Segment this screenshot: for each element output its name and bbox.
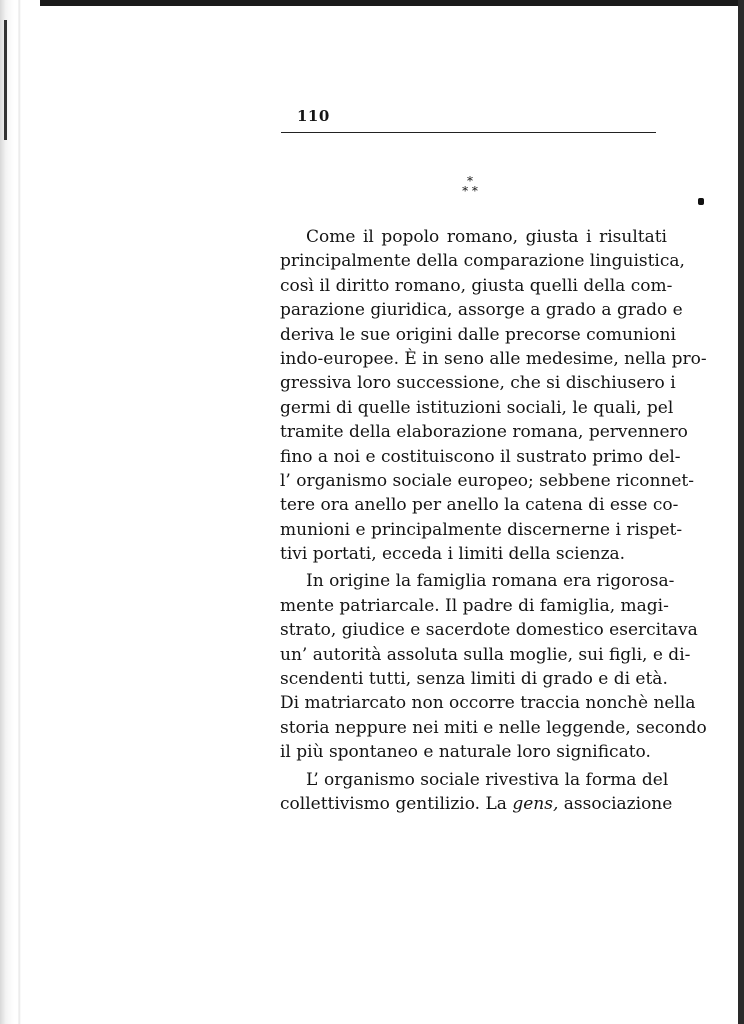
scan-left-margin [0, 0, 40, 1024]
paragraph-1 [280, 225, 707, 566]
scan-top-border [0, 0, 744, 6]
text-line: Di matriarcato non occorre traccia nonchè nella [280, 693, 696, 714]
binding-edge [4, 20, 7, 140]
text-line: scendenti tutti, senza limiti di grado e di età. [280, 669, 668, 690]
text-line: tere ora anello per anello la catena di esse co- [280, 495, 679, 516]
page-number: 110 [297, 107, 330, 125]
text-line: gressiva loro successione, che si dischiusero i [280, 373, 676, 394]
text-line: parazione giuridica, assorge a grado a grado e [280, 300, 683, 321]
text-line: tivi portati, ecceda i limiti della scienza. [280, 544, 626, 565]
text-line: principalmente della comparazione linguistica, [280, 251, 685, 272]
margin-mark [698, 198, 704, 205]
text-line: fino a noi e costituiscono il sustrato primo del- [280, 446, 681, 467]
text-line: deriva le sue origini dalle precorse comunioni [280, 324, 676, 345]
text-line: l’ organismo sociale europeo; sebbene riconnet- [280, 470, 695, 491]
text-line: un’ autorità assoluta sulla moglie, sui figli, e di- [280, 644, 691, 665]
text-line: L’ organismo sociale rivestiva la forma del [306, 769, 669, 790]
text-line: Come il popolo romano, giusta i risultati [306, 227, 667, 247]
text-segment: collettivismo gentilizio. La [280, 793, 513, 814]
text-line-with-italic [280, 792, 673, 816]
asterism-top: * [467, 174, 473, 188]
text-line: tramite della elaborazione romana, pervennero [280, 422, 688, 443]
text-line: indo-europee. È in seno alle medesime, nella pro- [280, 348, 707, 369]
text-line: il più spontaneo e naturale loro significato. [280, 742, 651, 763]
asterism [455, 176, 485, 206]
italic-term: gens, [512, 793, 559, 814]
paragraph-2 [280, 569, 707, 764]
text-line: così il diritto romano, giusta quelli della com- [280, 275, 673, 296]
scan-right-edge [738, 0, 744, 1024]
text-line: mente patriarcale. Il padre di famiglia, magi- [280, 595, 669, 616]
text-line: germi di quelle istituzioni sociali, le quali, pel [280, 397, 674, 418]
text-line: storia neppure nei miti e nelle leggende, secondo [280, 717, 707, 738]
text-segment: associazione [558, 793, 673, 814]
text-line: In origine la famiglia romana era rigorosa- [306, 571, 675, 592]
body-text [280, 225, 707, 816]
text-line: munioni e principalmente discernerne i rispet- [280, 519, 683, 540]
header-rule [281, 132, 656, 133]
text-line: strato, giudice e sacerdote domestico esercitava [280, 620, 698, 641]
asterism-bottom: * * [462, 184, 478, 198]
paragraph-3 [280, 768, 673, 817]
